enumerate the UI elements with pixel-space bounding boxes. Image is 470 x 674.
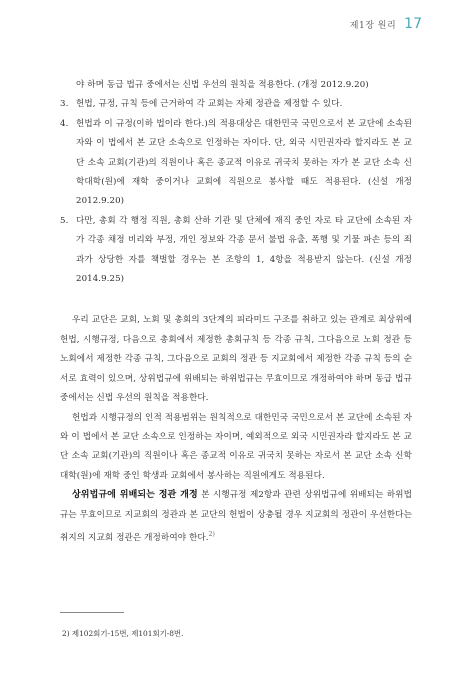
running-header: [350, 16, 422, 32]
footnote-divider: [60, 612, 124, 613]
item-number: 4.: [60, 118, 69, 129]
section-gap: [60, 289, 412, 311]
numbered-item-4: [60, 115, 412, 212]
paragraph-scope: 헌법과 시행규정의 인적 적용범위는 원칙적으로 대한민국 국민으로서 본 교단에 소속된 자와 이 법에서 본 교단 소속으로 인정하는 자이며, 예외적으로 외국 시민권자라 할지라도 본 교단 소속 교회(기관)의 직원이나 혹은 종교적 이유로 귀국치 못하는 자로서 본 교단 소속 신학대학(원)에 재학 중인 학생과 교회에서 봉사하는 직원에게도 적용된다.: [60, 412, 412, 481]
item-text: 헌법과 이 규정(이하 법이라 한다.)의 적용대상은 대한민국 국민으로서 본 교단에 소속된 자와 이 법에서 본 교단 소속으로 인정하는 자이다. 단, 외국 시민권자라 할지라도 본 교단 소속 교회(기관)의 직원이나 혹은 종교적 이유로 귀국치 못하는 자가 본 교단 소속 신학대학(원)에 재학 중이거나 교회에 직원으로 봉사할 때도 적용된다. (신설 개정 2012.9.20): [76, 118, 412, 207]
footnote: 2) 제102회기-15번, 제101회기-8번.: [62, 629, 184, 638]
numbered-item-3: [60, 95, 412, 114]
item-text: 다만, 총회 각 행정 직원, 총회 산하 기관 및 단체에 재직 중인 자로 타 교단에 소속된 자가 각종 채정 비리와 부정, 개인 정보와 각종 문서 불법 유출, 폭행 및 기물 파손 등의 죄과가 상당한 자를 책벌할 경우는 본 조항의 1, 4항을 적용받지 않는다. (신설 개정 2014.9.25): [76, 215, 412, 285]
item-number: 5.: [60, 215, 69, 226]
body-text: [60, 76, 412, 548]
item-2-continuation: 야 하며 동급 법규 중에서는 신법 우선의 원칙을 적용한다. (개정 2012.9.20): [76, 80, 369, 90]
numbered-item-5: [60, 212, 412, 290]
paragraph-amendment: [60, 486, 412, 548]
footnote-reference: 2): [208, 530, 215, 538]
page-number: 17: [404, 16, 422, 32]
item-text: 헌법, 규정, 규칙 등에 근거하여 각 교회는 자체 정관을 제정할 수 있다.: [76, 99, 343, 110]
paragraph-amendment-text: 본 시행규정 제2항과 관련 상위법규에 위배되는 하위법규는 무효이므로 지교회의 정관과 본 교단의 헌법이 상충될 경우 지교회의 정관이 우선한다는 취지의 지교회 정관은 개정하여야 한다.: [60, 490, 412, 543]
paragraph-hierarchy: 우리 교단은 교회, 노회 및 총회의 3단계의 피라미드 구조를 취하고 있는 관계로 최상위에 헌법, 시행규정, 다음으로 총회에서 제정한 총회규칙 등 각종 규칙, 그다음으로 노회 정관 등 노회에서 제정한 각종 규칙, 그다음으로 교회의 정관 등 지교회에서 제정한 각종 규칙 등의 순서로 효력이 있으며, 상위법규에 위배되는 하위법규는 무효이므로 개정하여야 하며 동급 법규 중에서는 신법 우선의 원칙을 적용한다.: [60, 315, 412, 404]
item-number: 3.: [60, 99, 69, 110]
chapter-title: 제1장 원리: [349, 21, 397, 31]
paragraph-heading: 상위법규에 위배되는 정관 개정: [72, 490, 198, 501]
